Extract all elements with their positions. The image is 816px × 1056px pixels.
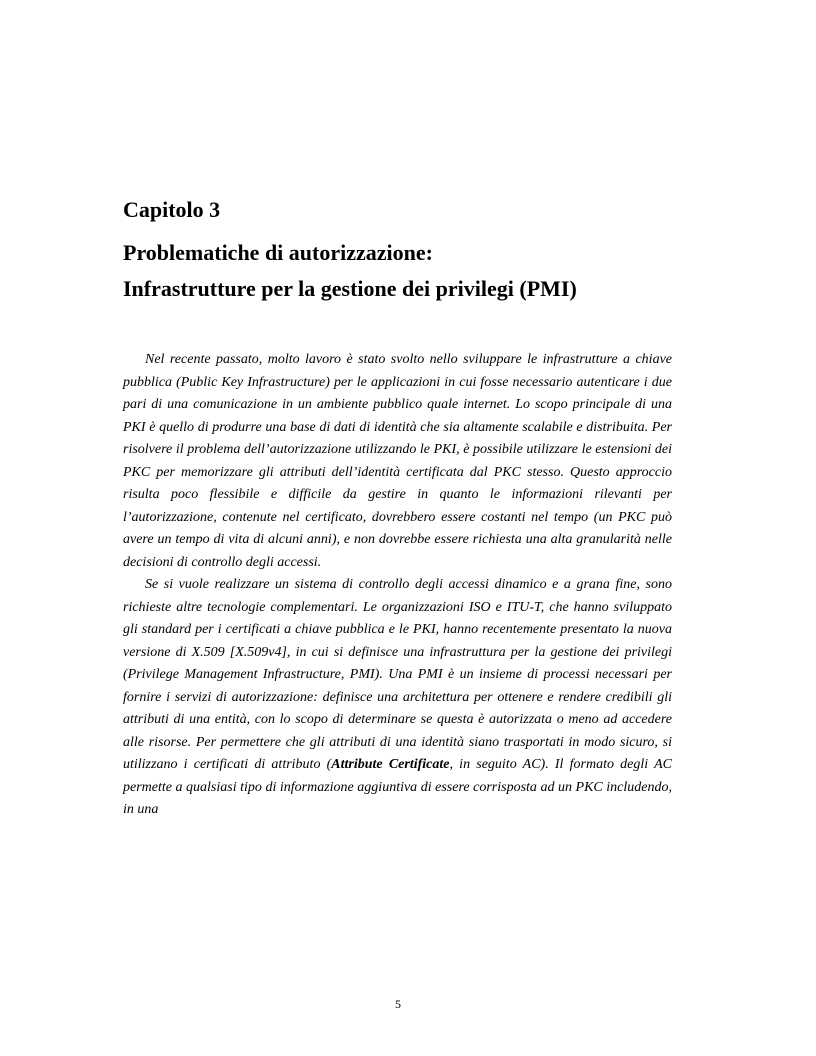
chapter-title-line-2: Infrastrutture per la gestione dei privilegi (PMI)	[123, 276, 577, 301]
paragraph-2-text-before: Se si vuole realizzare un sistema di controllo degli accessi dinamico e a grana fine, sono richieste altre tecnologie complementari. Le organizzazioni ISO e ITU-T, che hanno sviluppato gli standard per i certificati a chiave pubblica e le PKI, hanno recentemente presentato la nuova versione di X.509 [X.509v4], in cui si definisce una infrastruttura per la gestione dei privilegi (Privilege Management Infrastructure, PMI). Una PMI è un insieme di processi necessari per fornire i servizi di autorizzazione: definisce una architettura per ottenere e rendere credibili gli attributi di una entità, con lo scopo di determinare se questa è autorizzata o meno ad accedere alle risorse. Per permettere che gli attributi di una identità siano trasportati in modo sicuro, si utilizzano i certificati di attributo (	[123, 577, 672, 772]
body-text	[123, 349, 672, 822]
paragraph-1: Nel recente passato, molto lavoro è stato svolto nello sviluppare le infrastrutture a chiave pubblica (Public Key Infrastructure) per le applicazioni in cui fosse necessario autenticare i due pari di una comunicazione in un ambiente pubblico quale internet. Lo scopo principale di una PKI è quello di produrre una base di dati di identità che sia altamente scalabile e distribuita. Per risolvere il problema dell’autorizzazione utilizzando le PKI, è possibile utilizzare le estensioni dei PKC per memorizzare gli attributi dell’identità certificata dal PKC stesso. Questo approccio risulta poco flessibile e difficile da gestire in quanto le informazioni rilevanti per l’autorizzazione, contenute nel certificato, dovrebbero essere costanti nel tempo (un PKC può avere un tempo di vita di alcuni anni), e non dovrebbe essere richiesta una alta granularità nelle decisioni di controllo degli accessi.	[123, 352, 672, 570]
paragraph-2	[123, 574, 672, 822]
page-number: 5	[395, 997, 401, 1011]
paragraph-2-text-after: , in seguito AC). Il formato degli AC permette a qualsiasi tipo di informazione aggiuntiva di essere corrisposta ad un PKC includendo, in una	[123, 757, 672, 817]
chapter-title-line-1: Problematiche di autorizzazione:	[123, 240, 433, 265]
attribute-certificate-term: Attribute Certificate	[331, 757, 450, 772]
chapter-label: Capitolo 3	[123, 197, 221, 222]
